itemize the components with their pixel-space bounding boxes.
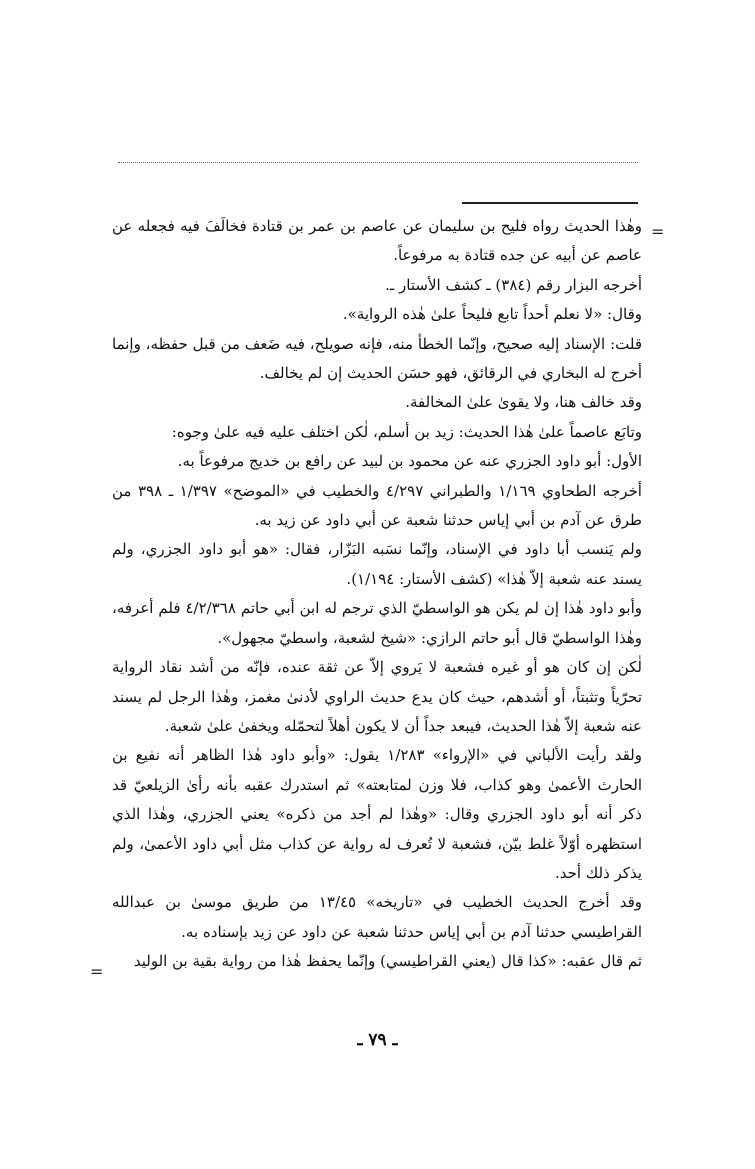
paragraph-13: وقد أخرج الحديث الخطيب في «تاريخه» ١٣/٤٥ من طريق موسىٰ بن عبدالله القراطيسي حدثنا آدم بن أبي إياس حدثنا شعبة عن داود عن زيد بإسناده به. [112,893,642,941]
paragraph-12: ولقد رأيت الألباني في «الإرواء» ١/٢٨٣ يقول: «وأبو داود هٰذا الظاهر أنه نفيع بن الحارث الأعمىٰ وهو كذاب، فلا وزن لمتابعته» ثم استدرك عقبه بأنه رأىٰ الزيلعيّ قد ذكر أنه أبو داود الجزري وقال: «وهٰذا لم أجد من ذكره» يعني الجزري، وهٰذا الذي استظهره أوّلاً غلط بيّن، فشعبة لا تُعرف له رواية عن كذاب مثل أبي داود الأعمىٰ، ولم يذكر ذلك أحد. [112,746,642,882]
continuation-mark-top: = [651,222,665,241]
paragraph-10: وأبو داود هٰذا إن لم يكن هو الواسطيّ الذي ترجم له ابن أبي حاتم ٤/٢/٣٦٨ فلم أعرفه، وهٰذا الواسطيّ قال أبو حاتم الرازي: «شيخ لشعبة، واسطيّ مجهول». [112,599,642,647]
paragraph-9: ولم يَنسب أبا داود في الإسناد، وإنّما نسَبه البَزّار، فقال: «هو أبو داود الجزري، ولم يسند عنه شعبة إلاّ هٰذا» (كشف الأستار: ١/١٩٤). [112,540,642,588]
paragraph-5: وقد خالف هنا، ولا يقوىٰ علىٰ المخالفة. [405,393,642,412]
paragraph-3: وقال: «لا نعلم أحداً تابع فليحاً علىٰ هٰذه الرواية». [342,305,642,324]
paragraph-8: أخرجه الطحاوي ١/١٦٩ والطبراني ٤/٢٩٧ والخطيب في «الموضح» ١/٣٩٧ ـ ٣٩٨ من طرق عن آدم بن أبي إياس حدثنا شعبة عن أبي داود عن زيد به. [112,481,642,530]
paragraph-14: ثم قال عقبه: «كذا قال (يعني القراطيسي) وإنّما يحفظ هٰذا من رواية بقية بن الوليد [133,952,642,971]
paragraph-1: وهٰذا الحديث رواه فليح بن سليمان عن عاصم بن عمر بن قتادة فخالَفَ فيه فجعله عن عاصم عن أبيه عن جده قتادة به مرفوعاً. [112,217,642,265]
page-number: ـ ٧٩ ـ [357,1030,398,1050]
paragraph-6: وتابَع عاصماً علىٰ هٰذا الحديث: زيد بن أسلم، لٰكن اختلف عليه فيه علىٰ وجوه: [171,422,642,441]
header-dotted-rule [118,162,638,163]
paragraph-2: أخرجه البزار رقم (٣٨٤) ـ كشف الأستار ـ. [385,275,642,294]
footnote-text [112,212,642,977]
continuation-mark-bottom: = [90,962,104,981]
footnote-separator-rule [462,202,638,204]
paragraph-4: قلت: الإسناد إليه صحيح، وإنّما الخطأ منه، فإنه صويلح، فيه ضَعف من قبل حفظه، وإنما أخرج له البخاري في الرقائق، فهو حسَن الحديث إن لم يخالف. [112,334,642,383]
paragraph-11: لٰكن إن كان هو أو غيره فشعبة لا يَروي إلاّ عن ثقة عنده، فإنّه من أشد نقاد الرواية تحرّياً وتثبتاً، أو أشدهم، حيث كان يدع حديث الراوي لأدنىٰ مغمز، وهٰذا الرجل لم يسند عنه شعبة إلاّ هٰذا الحديث، فيبعد جداً أن لا يكون أهلاً لتحمّله ويخفىٰ علىٰ شعبة. [112,658,642,735]
paragraph-7: الأول: أبو داود الجزري عنه عن محمود بن لبيد عن رافع بن خديج مرفوعاً به. [177,452,642,471]
